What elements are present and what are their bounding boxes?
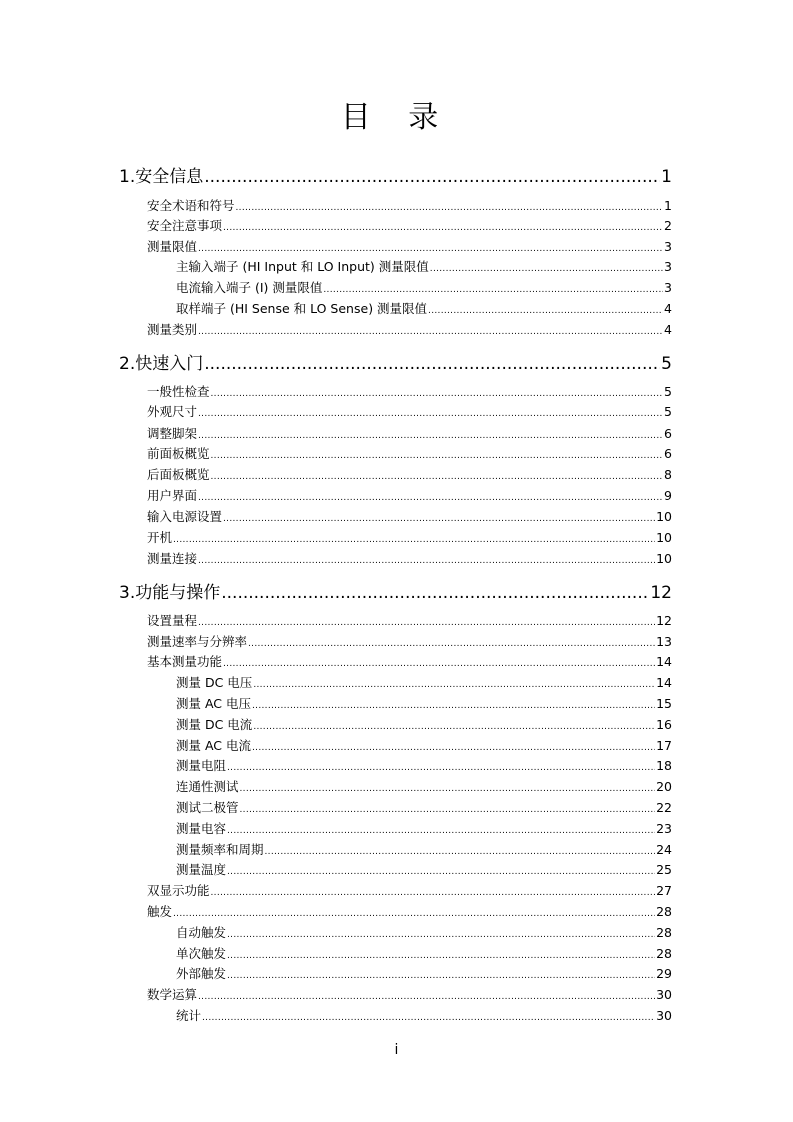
toc-entry[interactable]	[176, 736, 672, 754]
toc-entry[interactable]	[176, 278, 672, 296]
toc-entry-page: 28	[656, 946, 672, 961]
toc-entry-label: 测量电阻	[176, 758, 227, 773]
toc-entry-label: 测量频率和周期	[176, 842, 264, 857]
toc-entry[interactable]	[147, 402, 672, 420]
toc-entry[interactable]	[119, 349, 672, 374]
toc-entry[interactable]	[176, 964, 672, 982]
toc-entry[interactable]	[147, 549, 672, 567]
toc-entry[interactable]	[176, 1006, 672, 1024]
toc-entry[interactable]	[119, 162, 672, 187]
toc-entry-page: 3	[664, 280, 672, 295]
toc-entry-page: 14	[656, 675, 672, 690]
toc-entry-page: 12	[656, 613, 672, 628]
toc-leader-dots	[211, 888, 656, 898]
toc-entry[interactable]	[147, 237, 672, 255]
toc-leader-dots	[198, 327, 663, 337]
toc-leader-dots	[211, 389, 664, 399]
toc-leader-dots	[198, 618, 655, 628]
toc-entry-label: 用户界面	[147, 488, 198, 503]
toc-entry-page: 29	[656, 966, 672, 981]
toc-entry[interactable]	[147, 320, 672, 338]
toc-leader-dots	[211, 451, 664, 461]
toc-entry-page: 8	[664, 467, 672, 482]
toc-leader-dots	[227, 951, 655, 961]
toc-entry-page: 30	[656, 987, 672, 1002]
toc-entry-page: 23	[656, 821, 672, 836]
toc-entry-label: 测量 DC 电压	[176, 675, 253, 690]
toc-entry-page: 3	[664, 259, 672, 274]
toc-entry[interactable]	[176, 840, 672, 858]
toc-entry-label: 统计	[176, 1008, 202, 1023]
toc-entry-label: 测量速率与分辨率	[147, 634, 248, 649]
toc-leader-dots	[223, 659, 655, 669]
toc-entry[interactable]	[176, 944, 672, 962]
toc-leader-dots	[428, 306, 663, 316]
toc-entry-page: 4	[664, 322, 672, 337]
toc-leader-dots	[252, 701, 655, 711]
toc-entry[interactable]	[147, 902, 672, 920]
toc-entry[interactable]	[147, 216, 672, 234]
toc-entry-label: 测量限值	[147, 239, 198, 254]
toc-entry[interactable]	[176, 923, 672, 941]
toc-entry[interactable]	[147, 528, 672, 546]
toc-entry-page: 9	[664, 488, 672, 503]
toc-entry-page: 1	[664, 198, 672, 213]
toc-entry-page: 28	[656, 904, 672, 919]
toc-entry-label: 测量温度	[176, 862, 227, 877]
toc-leader-dots	[204, 167, 660, 187]
toc-entry-page: 27	[656, 883, 672, 898]
toc-entry-page: 18	[656, 758, 672, 773]
toc-entry-label: 输入电源设置	[147, 509, 223, 524]
toc-entry-page: 15	[656, 696, 672, 711]
toc-leader-dots	[198, 244, 663, 254]
toc-entry[interactable]	[176, 673, 672, 691]
toc-entry[interactable]	[147, 632, 672, 650]
toc-entry-label: 主输入端子 (HI Input 和 LO Input) 测量限值	[176, 259, 429, 274]
toc-leader-dots	[227, 867, 655, 877]
toc-entry-page: 13	[656, 634, 672, 649]
toc-entry[interactable]	[147, 424, 672, 442]
toc-entry-label: 3.功能与操作	[119, 583, 221, 603]
toc-entry-page: 3	[664, 239, 672, 254]
toc-leader-dots	[204, 354, 660, 374]
toc-entry-page: 24	[656, 842, 672, 857]
toc-leader-dots	[223, 514, 655, 524]
toc-entry[interactable]	[147, 382, 672, 400]
toc-leader-dots	[198, 556, 655, 566]
toc-entry-page: 12	[650, 583, 672, 603]
toc-entry[interactable]	[147, 444, 672, 462]
toc-leader-dots	[227, 971, 655, 981]
toc-entry-label: 外部触发	[176, 966, 227, 981]
toc-entry[interactable]	[147, 196, 672, 214]
toc-leader-dots	[253, 722, 655, 732]
toc-entry-label: 触发	[147, 904, 173, 919]
page-title: 目 录	[340, 100, 453, 135]
toc-entry-label: 前面板概览	[147, 446, 210, 461]
toc-entry-label: 开机	[147, 530, 173, 545]
toc-entry-page: 5	[664, 404, 672, 419]
toc-entry-page: 16	[656, 717, 672, 732]
toc-leader-dots	[202, 1013, 655, 1023]
toc-entry-page: 30	[656, 1008, 672, 1023]
toc-entry[interactable]	[176, 819, 672, 837]
toc-leader-dots	[198, 431, 663, 441]
toc-entry[interactable]	[176, 715, 672, 733]
toc-entry-label: 取样端子 (HI Sense 和 LO Sense) 测量限值	[176, 301, 428, 316]
toc-entry[interactable]	[176, 777, 672, 795]
toc-entry-page: 6	[664, 426, 672, 441]
toc-leader-dots	[198, 992, 655, 1002]
toc-leader-dots	[252, 743, 655, 753]
toc-entry-label: 2.快速入门	[119, 354, 204, 374]
toc-entry-label: 一般性检查	[147, 384, 210, 399]
toc-entry-page: 5	[661, 354, 672, 374]
toc-entry-page: 14	[656, 654, 672, 669]
toc-entry-page: 5	[664, 384, 672, 399]
toc-entry-label: 测量 AC 电流	[176, 738, 252, 753]
toc-entry-label: 数学运算	[147, 987, 198, 1002]
toc-entry[interactable]	[119, 578, 672, 603]
toc-entry-page: 2	[664, 218, 672, 233]
toc-leader-dots	[265, 847, 656, 857]
toc-entry[interactable]	[147, 985, 672, 1003]
toc-entry-label: 单次触发	[176, 946, 227, 961]
toc-entry-page: 10	[656, 509, 672, 524]
toc-entry-label: 连通性测试	[176, 779, 239, 794]
toc-leader-dots	[430, 264, 663, 274]
toc-entry-page: 4	[664, 301, 672, 316]
toc-leader-dots	[221, 583, 649, 603]
toc-entry-label: 自动触发	[176, 925, 227, 940]
toc-entry[interactable]	[176, 756, 672, 774]
toc-entry[interactable]	[176, 798, 672, 816]
toc-leader-dots	[223, 223, 663, 233]
toc-leader-dots	[248, 639, 655, 649]
toc-entry[interactable]	[147, 881, 672, 899]
toc-leader-dots	[240, 784, 656, 794]
toc-leader-dots	[240, 805, 656, 815]
toc-entry[interactable]	[147, 611, 672, 629]
toc-leader-dots	[198, 409, 663, 419]
toc-entry-label: 外观尺寸	[147, 404, 198, 419]
toc-entry-label: 测量 AC 电压	[176, 696, 252, 711]
toc-entry-label: 安全术语和符号	[147, 198, 235, 213]
toc-entry-page: 20	[656, 779, 672, 794]
toc-entry[interactable]	[176, 694, 672, 712]
toc-entry-label: 双显示功能	[147, 883, 210, 898]
toc-entry[interactable]	[176, 299, 672, 317]
toc-entry-label: 测试二极管	[176, 800, 239, 815]
toc-entry[interactable]	[147, 652, 672, 670]
toc-entry-label: 设置量程	[147, 613, 198, 628]
toc-entry-label: 测量连接	[147, 551, 198, 566]
toc-entry-page: 10	[656, 530, 672, 545]
toc-entry-label: 测量电容	[176, 821, 227, 836]
toc-entry-page: 10	[656, 551, 672, 566]
toc-leader-dots	[236, 203, 664, 213]
toc-entry-label: 1.安全信息	[119, 167, 204, 187]
toc-entry[interactable]	[147, 507, 672, 525]
toc-leader-dots	[173, 535, 655, 545]
toc-leader-dots	[227, 930, 655, 940]
page-number: i	[394, 1042, 399, 1058]
toc-entry[interactable]	[147, 465, 672, 483]
toc-leader-dots	[173, 909, 655, 919]
toc-entry-label: 安全注意事项	[147, 218, 223, 233]
toc-leader-dots	[211, 472, 664, 482]
toc-entry-page: 6	[664, 446, 672, 461]
toc-entry-label: 基本测量功能	[147, 654, 223, 669]
toc-leader-dots	[323, 285, 663, 295]
toc-leader-dots	[198, 493, 663, 503]
toc-entry-label: 测量类别	[147, 322, 198, 337]
toc-entry-label: 调整脚架	[147, 426, 198, 441]
toc-entry-page: 25	[656, 862, 672, 877]
toc-entry[interactable]	[147, 486, 672, 504]
toc-entry-label: 电流输入端子 (I) 测量限值	[176, 280, 323, 295]
toc-entry[interactable]	[176, 257, 672, 275]
toc-leader-dots	[227, 826, 655, 836]
toc-entry-page: 28	[656, 925, 672, 940]
toc-leader-dots	[253, 680, 655, 690]
toc-entry-label: 后面板概览	[147, 467, 210, 482]
toc-entry-page: 22	[656, 800, 672, 815]
toc-entry-label: 测量 DC 电流	[176, 717, 253, 732]
toc-entry-page: 1	[661, 167, 672, 187]
toc-entry-page: 17	[656, 738, 672, 753]
toc-entry[interactable]	[176, 860, 672, 878]
toc-leader-dots	[227, 763, 655, 773]
